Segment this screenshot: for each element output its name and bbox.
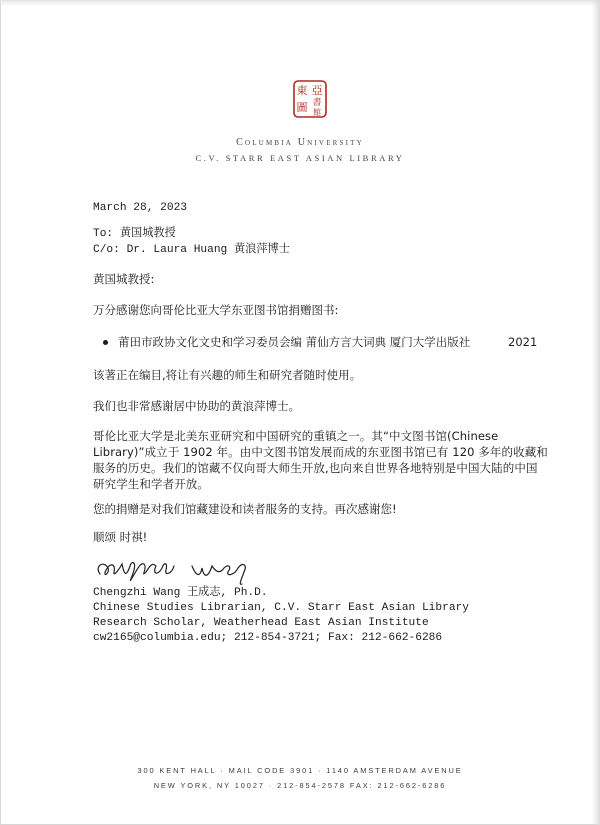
scan-edge-top	[0, 0, 600, 6]
closing: 顺颂 时祺!	[93, 530, 148, 544]
scan-edge-right	[592, 0, 600, 825]
library-name: C.V. STARR EAST ASIAN LIBRARY	[195, 153, 405, 163]
svg-text:東: 東	[296, 84, 308, 97]
library-seal-logo	[293, 80, 327, 118]
svg-text:亞: 亞	[311, 84, 323, 97]
svg-text:書: 書	[312, 98, 322, 108]
signatory-name: Chengzhi Wang 王成志, Ph.D.	[93, 587, 268, 599]
history-paragraph: 哥伦比亚大学是北美东亚研究和中国研究的重镇之一。其“中文图书馆(Chinese Library)”成立于 1902 年。由中文图书馆发展而成的东亚图书馆已有 120 多年的收藏和服务的历史。我们的馆藏不仅向哥大师生开放,也向来自世界各地特别是中国大陆的中国研究学生和学者开放。	[93, 429, 548, 491]
book-year: 2021	[508, 335, 538, 349]
signatory-title-2: Research Scholar, Weatherhead East Asian Institute	[93, 617, 429, 629]
handwritten-signature	[92, 548, 272, 590]
svg-text:圖: 圖	[296, 101, 308, 114]
bullet-icon	[103, 340, 108, 345]
cataloging-paragraph: 该著正在编目,将让有兴趣的师生和研究者随时使用。	[93, 368, 362, 382]
footer-address: 300 KENT HALL · MAIL CODE 3901 · 1140 AMSTERDAM AVENUE	[137, 766, 463, 775]
footer-phone: NEW YORK, NY 10027 · 212-854-2578 FAX: 212-662-6286	[153, 781, 447, 790]
signatory-contact: cw2165@columbia.edu; 212-854-3721; Fax: 212-662-6286	[93, 632, 443, 644]
svg-text:館: 館	[313, 108, 321, 117]
university-name: Columbia University	[236, 137, 364, 148]
support-paragraph: 您的捐赠是对我们馆藏建设和读者服务的支持。再次感谢您!	[93, 502, 397, 516]
letter-date: March 28, 2023	[93, 202, 187, 214]
thanks-paragraph: 我们也非常感谢居中协助的黄浪萍博士。	[93, 399, 300, 413]
salutation: 黄国城教授:	[93, 272, 155, 286]
signatory-title: Chinese Studies Librarian, C.V. Starr East Asian Library	[93, 602, 469, 614]
donated-book: 莆田市政协文化文史和学习委员会编 莆仙方言大词典 厦门大学出版社	[118, 335, 471, 349]
recipient-line: To: 黄国城教授	[93, 228, 176, 240]
intro-paragraph: 万分感谢您向哥伦比亚大学东亚图书馆捐赠图书:	[93, 303, 339, 317]
care-of-line: C/o: Dr. Laura Huang 黄浪萍博士	[93, 244, 290, 256]
